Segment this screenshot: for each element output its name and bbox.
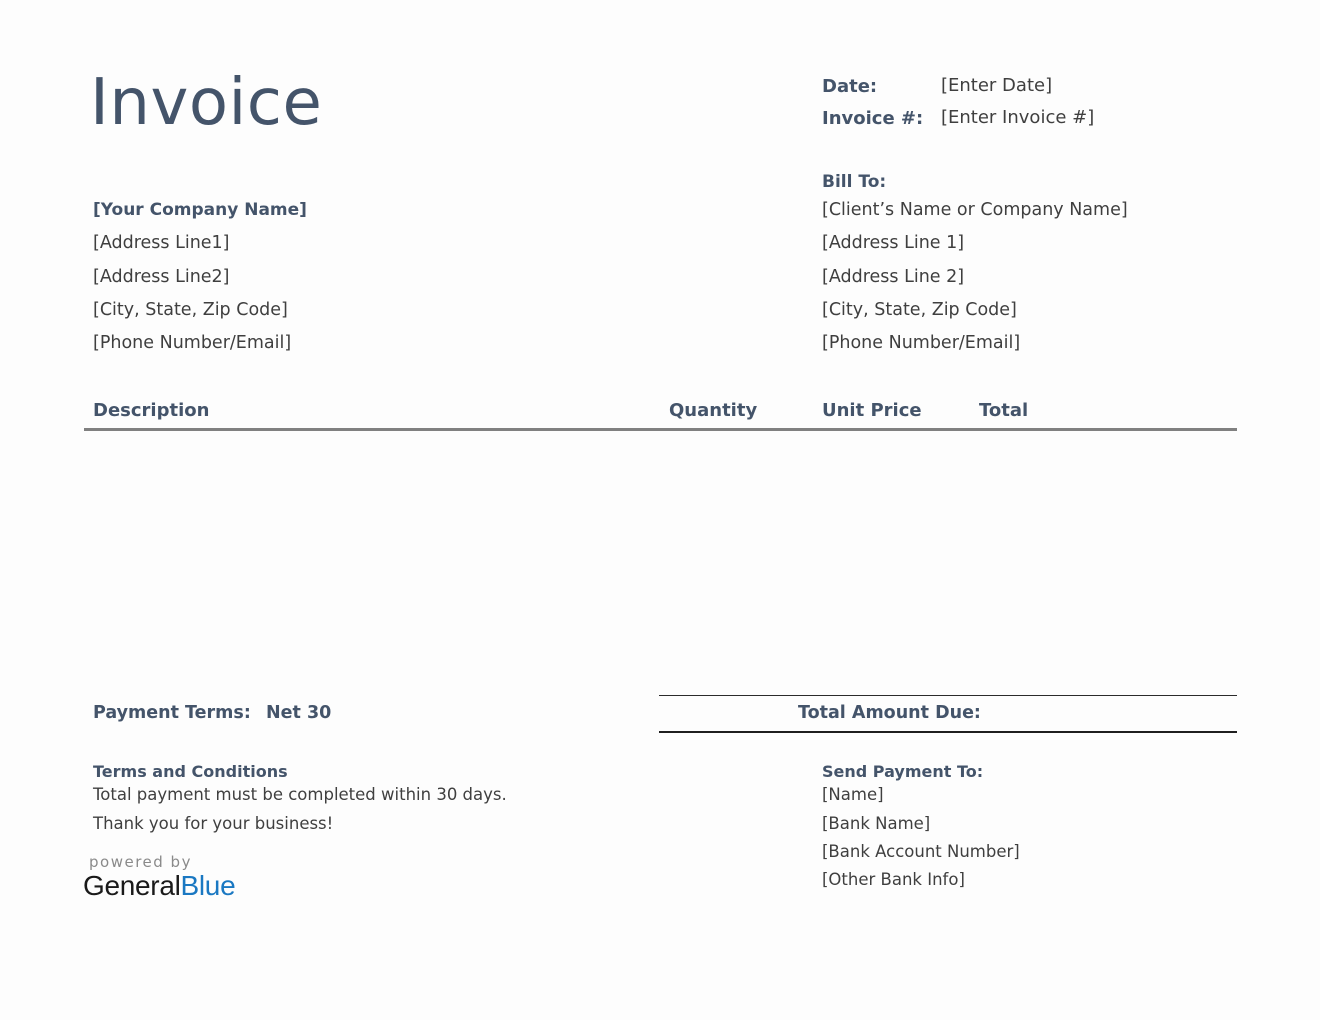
column-header-total: Total (979, 400, 1029, 421)
invoice-number-value[interactable]: [Enter Invoice #] (941, 107, 1095, 128)
other-bank-info[interactable]: [Other Bank Info] (822, 870, 965, 889)
invoice-title: Invoice (90, 66, 323, 140)
client-contact[interactable]: [Phone Number/Email] (822, 333, 1021, 353)
company-contact[interactable]: [Phone Number/Email] (93, 333, 292, 353)
client-address-line1[interactable]: [Address Line 1] (822, 233, 965, 253)
date-value[interactable]: [Enter Date] (941, 75, 1053, 96)
client-address-line2[interactable]: [Address Line 2] (822, 267, 965, 287)
bank-account-number[interactable]: [Bank Account Number] (822, 842, 1020, 861)
line-items-area[interactable] (84, 432, 1237, 687)
total-top-rule (659, 695, 1237, 696)
invoice-number-label: Invoice #: (822, 108, 924, 129)
terms-line-2[interactable]: Thank you for your business! (93, 814, 334, 833)
date-label: Date: (822, 76, 878, 97)
company-address-line1[interactable]: [Address Line1] (93, 233, 230, 253)
terms-heading: Terms and Conditions (93, 762, 288, 781)
client-name[interactable]: [Client’s Name or Company Name] (822, 200, 1128, 220)
company-address-line2[interactable]: [Address Line2] (93, 267, 230, 287)
total-bottom-rule (659, 731, 1237, 733)
brand-name-part2: Blue (180, 870, 236, 901)
payment-terms-value[interactable]: Net 30 (266, 703, 332, 723)
total-amount-due-label: Total Amount Due: (798, 703, 981, 723)
payee-name[interactable]: [Name] (822, 785, 884, 804)
powered-by-text: powered by (89, 853, 192, 871)
send-payment-heading: Send Payment To: (822, 762, 984, 781)
bank-name[interactable]: [Bank Name] (822, 814, 931, 833)
column-header-quantity: Quantity (669, 400, 758, 421)
brand-name-part1: General (83, 870, 181, 901)
table-header-divider (84, 428, 1237, 431)
generalblue-logo[interactable] (83, 870, 235, 902)
company-city-state-zip[interactable]: [City, State, Zip Code] (93, 300, 288, 320)
client-city-state-zip[interactable]: [City, State, Zip Code] (822, 300, 1017, 320)
payment-terms-label: Payment Terms: (93, 703, 251, 723)
company-name[interactable]: [Your Company Name] (93, 200, 307, 220)
column-header-unit-price: Unit Price (822, 400, 922, 421)
bill-to-label: Bill To: (822, 172, 887, 192)
terms-line-1[interactable]: Total payment must be completed within 30 days. (93, 785, 507, 804)
column-header-description: Description (93, 400, 210, 421)
